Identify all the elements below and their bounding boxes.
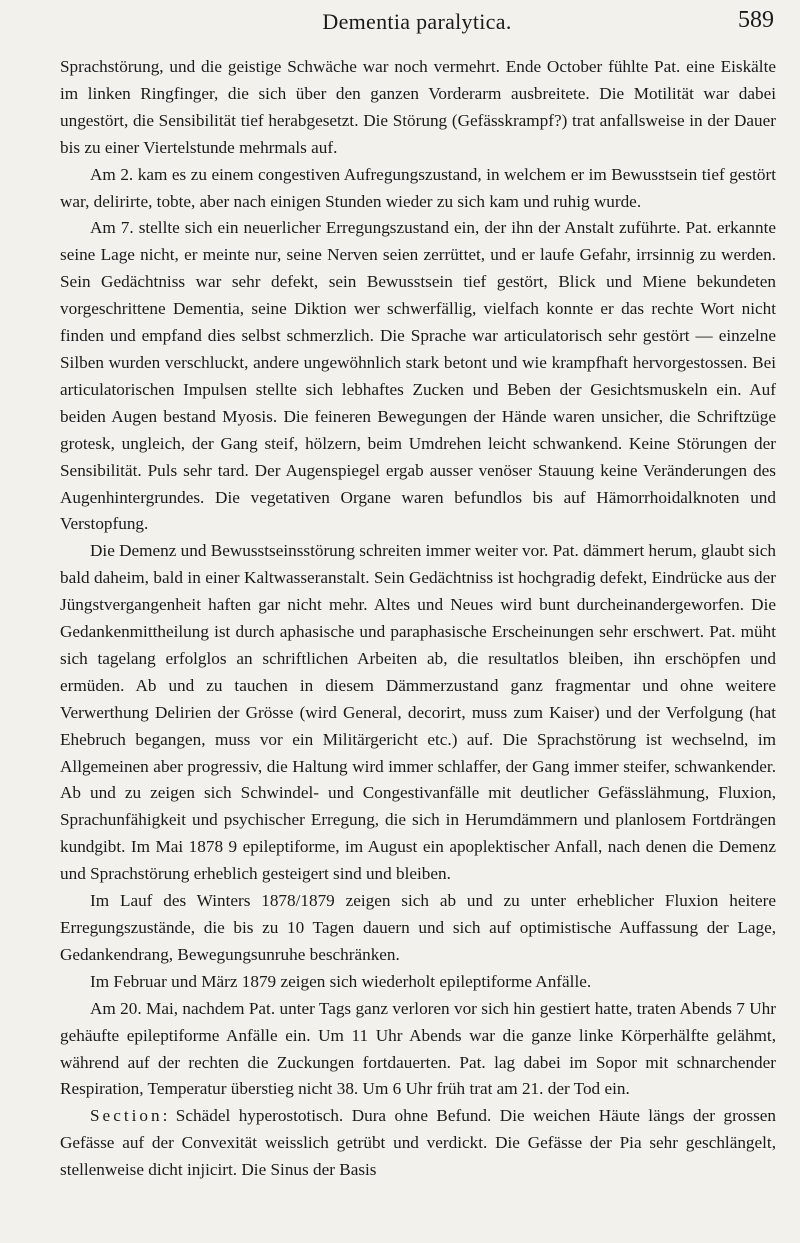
paragraph: Im Februar und März 1879 zeigen sich wiederholt epileptiforme Anfälle.	[90, 971, 592, 991]
paragraph: Im Lauf des Winters 1878/1879 zeigen sich ab und zu unter erheblicher Fluxion heitere Erregungszustände, die bis zu 10 Tagen dauern und sich auf optimistische Auffassung der Lage, Gedankendrang, Bewegungsunruhe beschränken.	[60, 891, 776, 964]
page-header	[60, 5, 774, 45]
section-text: : Schädel hyperostotisch. Dura ohne Befund. Die weichen Häute längs der grossen Gefässe auf der Convexität weisslich getrübt und verdickt. Die Gefässe der Pia sehr geschlängelt, stellenweise dicht injicirt. Die Sinus der Basis	[60, 1106, 776, 1180]
paragraph: Sprachstörung, und die geistige Schwäche war noch vermehrt. Ende October fühlte Pat. eine Eiskälte im linken Ringfinger, die sich über den ganzen Vorderarm ausbreitete. Die Motilität war dabei ungestört, die Sensibilität tief herabgesetzt. Die Störung (Gefässkrampf?) trat anfallsweise in der Dauer bis zu einer Viertelstunde mehrmals auf.	[60, 57, 776, 157]
page-number: 589	[738, 7, 774, 33]
paragraph: Am 7. stellte sich ein neuerlicher Erregungszustand ein, der ihn der Anstalt zuführte. Pat. erkannte seine Lage nicht, er meinte nur, seine Nerven seien zerrüttet, und er laufe Gefahr, irrsinnig zu werden. Sein Gedächtniss war sehr defekt, sein Bewusstsein tief gestört, Blick und Miene bekundeten vorgeschrittene Dementia, seine Diktion wer schwerfällig, vielfach konnte er das rechte Wort nicht finden und empfand dies selbst schmerzlich. Die Sprache war articulatorisch sehr gestört — einzelne Silben wurden verschluckt, andere ungewöhnlich stark betont und wie krampfhaft hervorgestossen. Bei articulatorischen Impulsen stellte sich lebhaftes Zucken und Beben der Gesichtsmuskeln ein. Auf beiden Augen bestand Myosis. Die feineren Bewegungen der Hände waren unsicher, die Schriftzüge grotesk, ungleich, der Gang steif, hölzern, beim Umdrehen leicht schwankend. Keine Störungen der Sensibilität. Puls sehr tard. Der Augenspiegel ergab ausser venöser Stauung keine Veränderungen des Augenhintergrundes. Die vegetativen Organe waren befundlos bis auf Hämorrhoidalknoten und Verstopfung.	[60, 218, 776, 534]
section-label: Section	[90, 1106, 163, 1126]
paragraph: Am 20. Mai, nachdem Pat. unter Tags ganz verloren vor sich hin gestiert hatte, traten Abends 7 Uhr gehäufte epileptiforme Anfälle ein. Um 11 Uhr Abends war die ganze linke Körperhälfte gelähmt, während auf der rechten die Zuckungen fortdauerten. Pat. lag dabei im Sopor mit schnarchender Respiration, Temperatur überstieg nicht 38. Um 6 Uhr früh trat am 21. der Tod ein.	[60, 998, 776, 1099]
body-text	[60, 54, 776, 1184]
paragraph: Die Demenz und Bewusstseinsstörung schreiten immer weiter vor. Pat. dämmert herum, glaubt sich bald daheim, bald in einer Kaltwasseranstalt. Sein Gedächtniss ist hochgradig defekt, Eindrücke aus der Jüngstvergangenheit haften gar nicht mehr. Altes und Neues wird bunt durcheinandergeworfen. Die Gedankenmittheilung ist durch aphasische und paraphasische Erscheinungen sehr erschwert. Pat. müht sich tagelang erfolglos an schriftlichen Arbeiten ab, die resultatlos bleiben, ihn erschöpfen und ermüden. Ab und zu tauchen in diesem Dämmerzustand ganz fragmentar und ohne weitere Verwerthung Delirien der Grösse (wird General, decorirt, muss zum Kaiser) und der Verfolgung (hat Ehebruch begangen, muss vor ein Militärgericht etc.) auf. Die Sprachstörung ist wechselnd, im Allgemeinen aber progressiv, die Haltung wird immer schlaffer, der Gang immer steifer, schwankender. Ab und zu zeigen sich Schwindel- und Congestivanfälle mit deutlicher Gefässlähmung, Fluxion, Sprachunfähigkeit und psychischer Erregung, die sich in Herumdämmern und planlosem Fortdrängen kundgibt. Im Mai 1878 9 epileptiforme, im August ein apoplektischer Anfall, nach denen die Demenz und Sprachstörung erheblich gesteigert sind und bleiben.	[60, 541, 776, 884]
section-paragraph	[60, 1103, 776, 1184]
running-title: Dementia paralytica.	[322, 9, 512, 34]
paragraph: Am 2. kam es zu einem congestiven Aufregungszustand, in welchem er im Bewusstsein tief gestört war, delirirte, tobte, aber nach einigen Stunden wieder zu sich kam und ruhig wurde.	[60, 164, 776, 211]
